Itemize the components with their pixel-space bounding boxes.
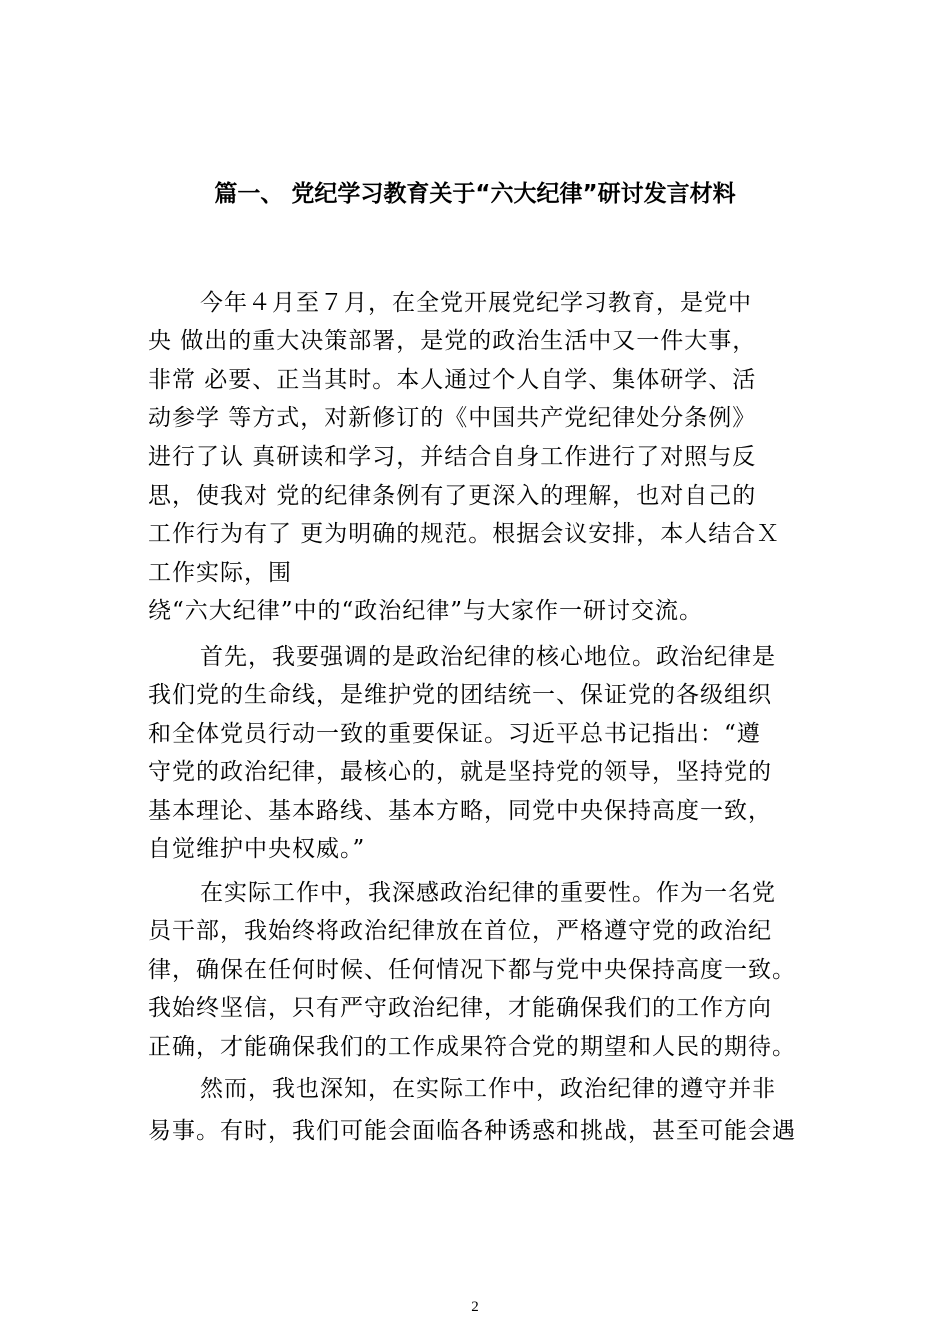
paragraph-line: 绕“六大纪律”中的“政治纪律”与大家作一研讨交流。	[148, 598, 704, 624]
paragraph-line: 思，使我对 党的纪律条例有了更深入的理解，也对自己的	[148, 483, 757, 509]
paragraph-line: 动参学 等方式，对新修订的《中国共产党纪律处分条例》	[148, 405, 757, 431]
paragraph-line: 工作实际，围	[148, 560, 292, 586]
paragraph-line: 员干部，我始终将政治纪律放在首位，严格遵守党的政治纪	[148, 918, 772, 944]
paragraph-line: 我们党的生命线，是维护党的团结统一、保证党的各级组织	[148, 682, 772, 708]
paragraph-line: 央 做出的重大决策部署，是党的政治生活中又一件大事，	[148, 328, 757, 354]
paragraph-line: 基本理论、基本路线、基本方略，同党中央保持高度一致，	[148, 798, 772, 824]
paragraph-line: 和全体党员行动一致的重要保证。习近平总书记指出：“遵	[148, 721, 761, 747]
paragraph-line: 正确，才能确保我们的工作成果符合党的期望和人民的期待。	[148, 1034, 796, 1060]
paragraph-line: 首先，我要强调的是政治纪律的核心地位。政治纪律是	[200, 644, 776, 670]
page-number: 2	[471, 1299, 479, 1315]
paragraph-line: 自觉维护中央权威。”	[148, 836, 366, 862]
paragraph-line: 守党的政治纪律，最核心的，就是坚持党的领导，坚持党的	[148, 759, 772, 785]
document-title: 篇一、 党纪学习教育关于“六大纪律”研讨发言材料	[214, 181, 736, 207]
paragraph-line: 我始终坚信，只有严守政治纪律，才能确保我们的工作方向	[148, 995, 772, 1021]
paragraph-line: 在实际工作中，我深感政治纪律的重要性。作为一名党	[200, 880, 776, 906]
paragraph-line: 进行了认 真研读和学习，并结合自身工作进行了对照与反	[148, 444, 757, 470]
paragraph-line: 非常 必要、正当其时。本人通过个人自学、集体研学、活	[148, 367, 757, 393]
paragraph-line: 易事。有时，我们可能会面临各种诱惑和挑战，甚至可能会遇	[148, 1118, 796, 1144]
paragraph-line: 今年４月至７月，在全党开展党纪学习教育，是党中	[200, 290, 752, 316]
paragraph-line: 律，确保在任何时候、任何情况下都与党中央保持高度一致。	[148, 957, 796, 983]
paragraph-line: 工作行为有了 更为明确的规范。根据会议安排，本人结合Ｘ	[148, 521, 781, 547]
paragraph-line: 然而，我也深知，在实际工作中，政治纪律的遵守并非	[200, 1076, 776, 1102]
